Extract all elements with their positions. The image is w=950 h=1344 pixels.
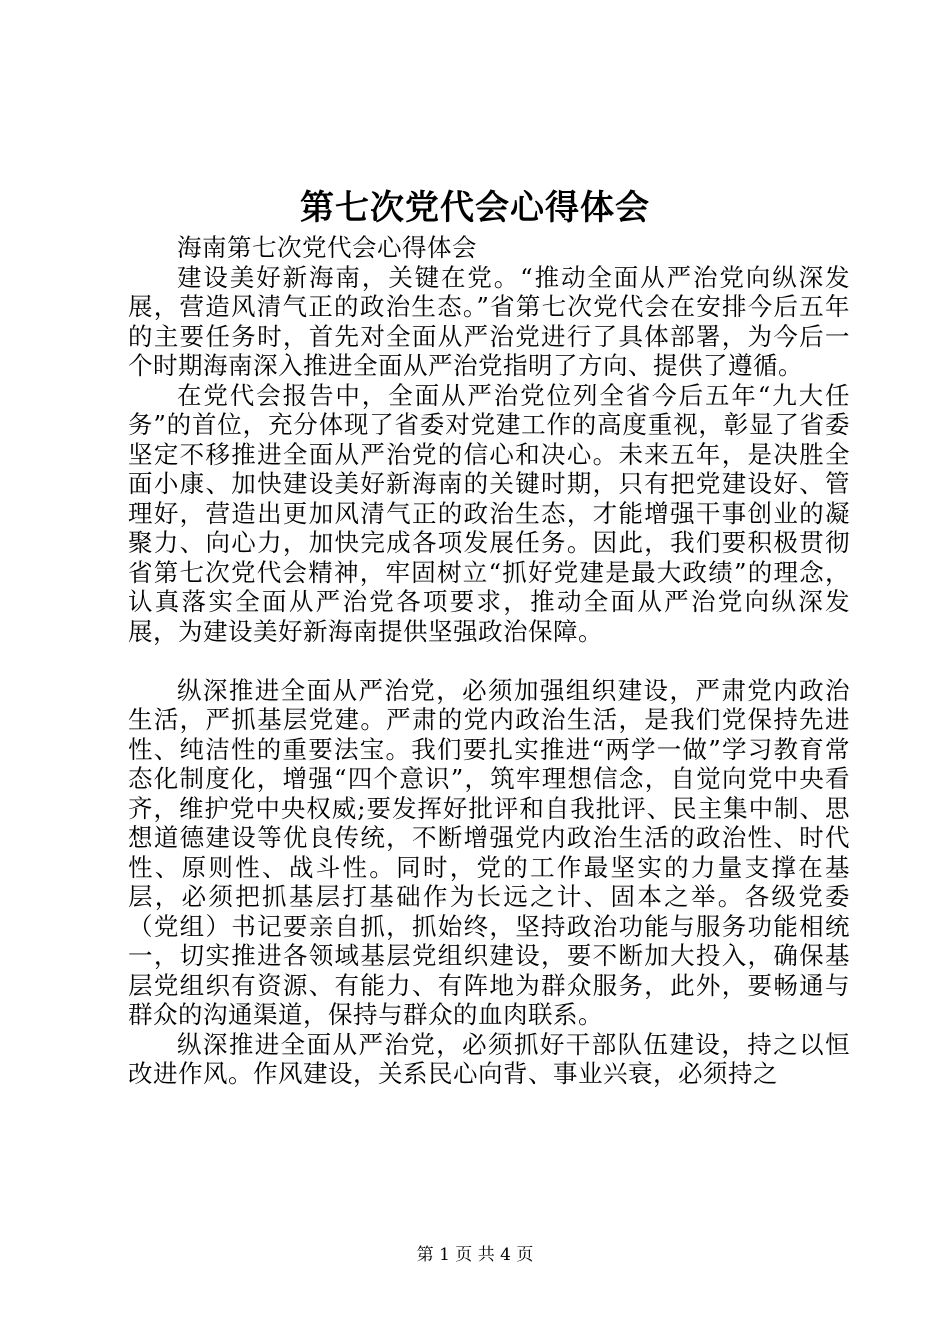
paragraph-1: 建设美好新海南，关键在党。“推动全面从严治党向纵深发展，营造风清气正的政治生态。”省第七次党代会在安排今后五年的主要任务时，首先对全面从严治党进行了具体部署，为今后一个时期海南深入推进全面从严治党指明了方向、提供了遵循。 (128, 262, 850, 380)
paragraph-gap (128, 646, 850, 676)
paragraph-subtitle: 海南第七次党代会心得体会 (177, 233, 477, 262)
paragraph-3: 纵深推进全面从严治党，必须加强组织建设，严肃党内政治生活，严抓基层党建。严肃的党内政治生活，是我们党保持先进性、纯洁性的重要法宝。我们要扎实推进“两学一做”学习教育常态化制度化，增强“四个意识”，筑牢理想信念，自觉向党中央看齐，维护党中央权威;要发挥好批评和自我批评、民主集中制、思想道德建设等优良传统，不断增强党内政治生活的政治性、时代性、原则性、战斗性。同时，党的工作最坚实的力量支撑在基层，必须把抓基层打基础作为长远之计、固本之举。各级党委（党组）书记要亲自抓，抓始终，坚持政治功能与服务功能相统一，切实推进各领域基层党组织建设，要不断加大投入，确保基层党组织有资源、有能力、有阵地为群众服务，此外，要畅通与群众的沟通渠道，保持与群众的血肉联系。 (128, 675, 850, 1029)
page-footer: 第 1 页 共 4 页 (416, 1245, 534, 1265)
document-body (128, 233, 850, 1089)
paragraph-4: 纵深推进全面从严治党，必须抓好干部队伍建设，持之以恒改进作风。作风建设，关系民心向背、事业兴衰，必须持之 (128, 1029, 850, 1088)
paragraph-2: 在党代会报告中，全面从严治党位列全省今后五年“九大任务”的首位，充分体现了省委对党建工作的高度重视，彰显了省委坚定不移推进全面从严治党的信心和决心。未来五年，是决胜全面小康、加快建设美好新海南的关键时期，只有把党建设好、管理好，营造出更加风清气正的政治生态，才能增强干事创业的凝聚力、向心力，加快完成各项发展任务。因此，我们要积极贯彻省第七次党代会精神，牢固树立“抓好党建是最大政绩”的理念，认真落实全面从严治党各项要求，推动全面从严治党向纵深发展，为建设美好新海南提供坚强政治保障。 (128, 380, 850, 646)
document-title: 第七次党代会心得体会 (300, 188, 650, 228)
